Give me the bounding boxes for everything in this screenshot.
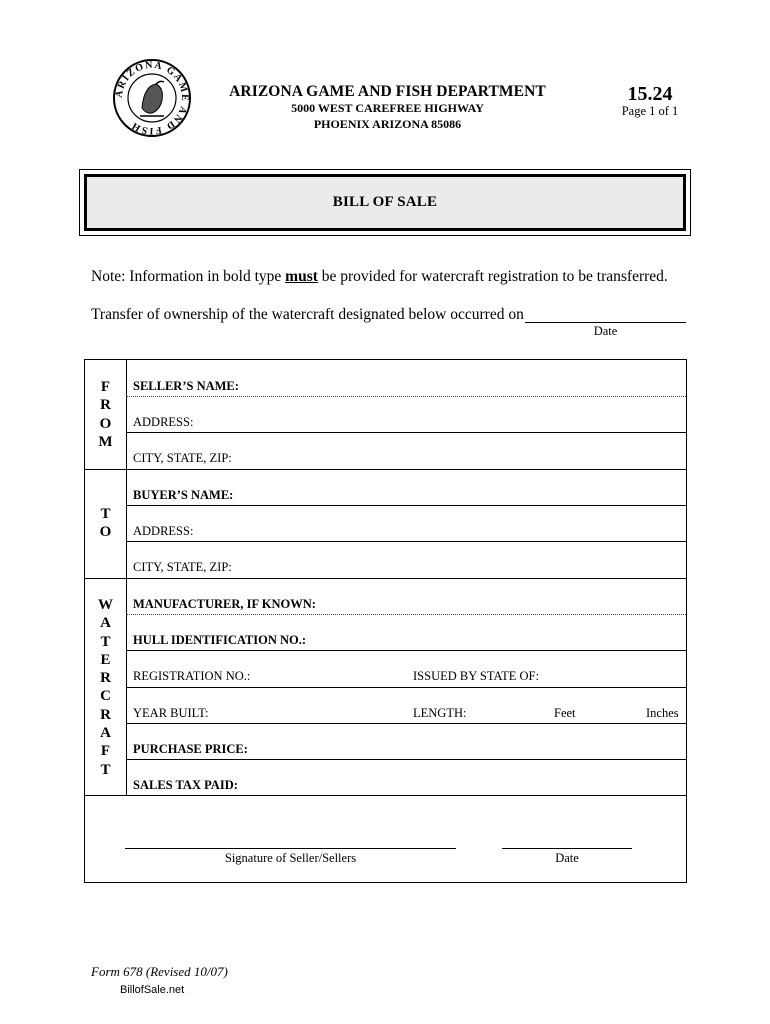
to-side-letter: O [99,524,112,541]
to-side-label [85,505,126,542]
watercraft-side-letter: R [100,706,111,723]
sales-tax-paid-field[interactable]: SALES TAX PAID: [133,778,238,792]
svg-text:ARIZONA GAME AND FISH: ARIZONA GAME AND FISH [113,59,191,137]
watercraft-side-letter: T [100,633,111,650]
department-seal [112,58,192,138]
signature-date-field[interactable] [502,848,632,849]
signature-date-label: Date [555,851,579,865]
transfer-date-label: Date [593,324,618,338]
watercraft-side-letter: W [98,597,113,613]
from-side-label [85,378,126,451]
from-side-letter: R [100,397,111,414]
transfer-date-field[interactable] [525,322,686,323]
department-name: ARIZONA GAME AND FISH DEPARTMENT [229,83,546,100]
department-address-line2: PHOENIX ARIZONA 85086 [313,117,462,131]
seller-address-field[interactable]: ADDRESS: [133,415,194,429]
document-title: BILL OF SALE [332,194,438,210]
note-must: must [285,268,318,285]
hull-id-field[interactable]: HULL IDENTIFICATION NO.: [133,633,307,647]
watercraft-side-letter: T [100,761,111,778]
transfer-statement: Transfer of ownership of the watercraft designated below occurred on [91,306,524,323]
seller-name-field[interactable]: SELLER’S NAME: [133,379,239,393]
manufacturer-field[interactable]: MANUFACTURER, IF KNOWN: [133,597,316,611]
buyer-city-state-zip-field[interactable]: CITY, STATE, ZIP: [133,560,232,574]
watercraft-side-letter: A [100,615,111,632]
seller-city-state-zip-field[interactable]: CITY, STATE, ZIP: [133,451,232,465]
source-site: BillofSale.net [120,984,185,996]
watercraft-side-letter: A [100,725,111,742]
bill-of-sale-table [84,359,687,883]
seller-signature-label: Signature of Seller/Sellers [224,851,357,865]
page-indicator: Page 1 of 1 [621,104,679,118]
from-side-letter: M [98,433,113,450]
length-field[interactable]: LENGTH: [413,706,467,720]
watercraft-side-letter: E [100,651,111,668]
purchase-price-field[interactable]: PURCHASE PRICE: [133,742,248,756]
from-side-letter: O [99,415,112,432]
seller-signature-field[interactable] [125,848,456,849]
note-text: Note: Information in bold type must be provided for watercraft registration to be transferred. [91,268,668,285]
watercraft-side-letter: C [100,688,111,705]
buyer-address-field[interactable]: ADDRESS: [133,524,194,538]
from-side-letter: F [100,379,111,395]
form-number: 15.24 [627,83,673,105]
watercraft-side-letter: R [100,670,111,687]
department-address-line1: 5000 WEST CAREFREE HIGHWAY [291,101,484,115]
buyer-name-field[interactable]: BUYER’S NAME: [133,488,234,502]
year-built-field[interactable]: YEAR BUILT: [133,706,209,720]
registration-no-field[interactable]: REGISTRATION NO.: [133,669,251,683]
to-side-letter: T [100,506,111,522]
length-inches-unit: Inches [646,706,679,720]
title-box [79,169,691,236]
watercraft-side-label [85,596,126,779]
form-revision: Form 678 (Revised 10/07) [91,964,228,979]
watercraft-side-letter: F [100,743,111,760]
issued-by-state-field[interactable]: ISSUED BY STATE OF: [413,669,539,683]
length-feet-unit: Feet [554,706,576,720]
